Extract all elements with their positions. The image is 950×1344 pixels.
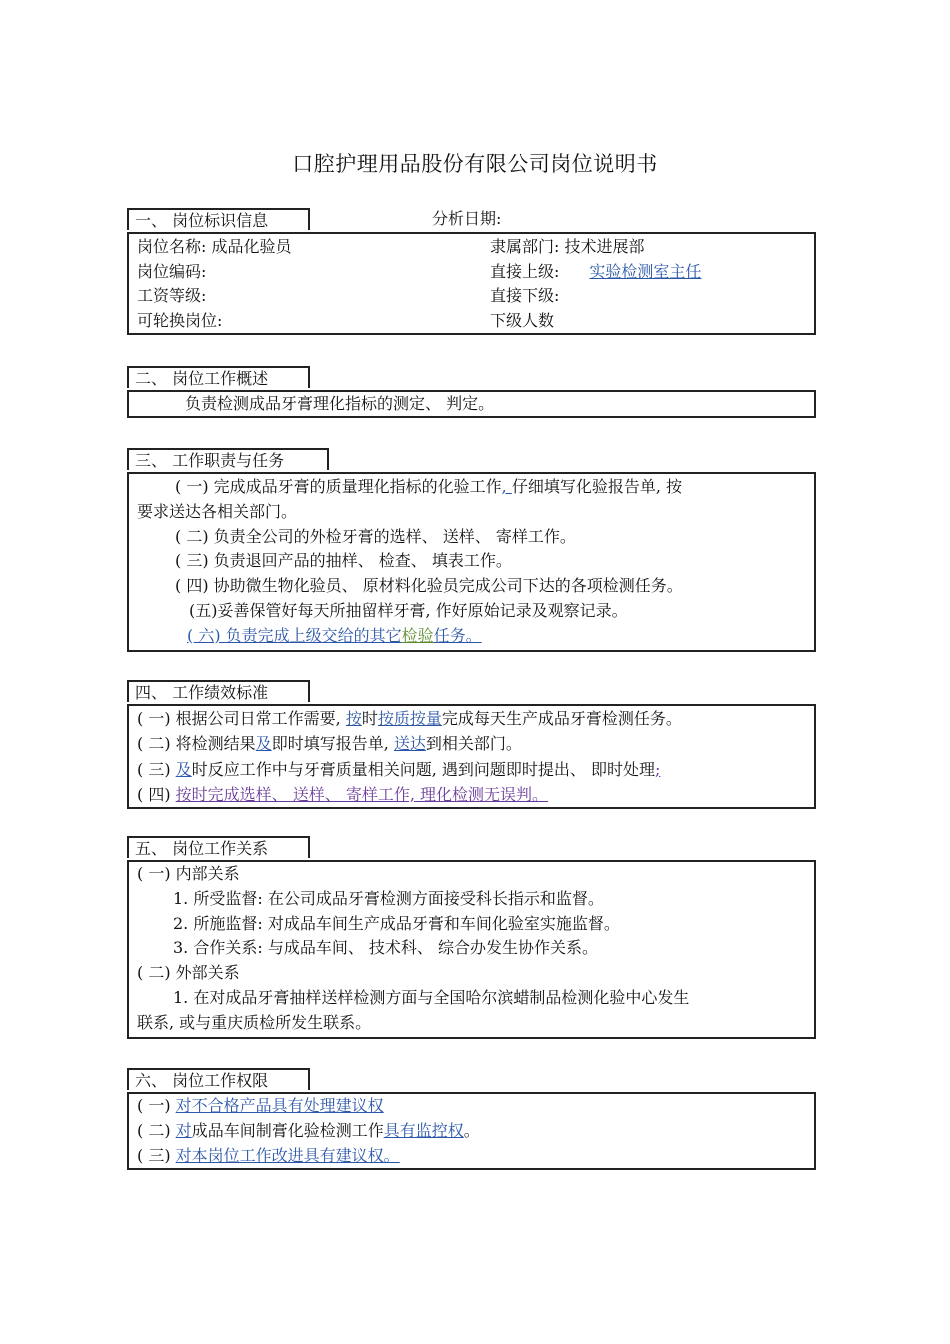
overview-text: 负责检测成品牙膏理化指标的测定、 判定。	[185, 394, 495, 413]
analysis-date-label: 分析日期:	[432, 209, 502, 228]
page-title: 口腔护理用品股份有限公司岗位说明书	[292, 152, 658, 176]
performance-4: ( 四) 按时完成选样、 送样、 寄样工作, 理化检测无误判。	[137, 784, 549, 804]
duty-2: ( 二) 负责全公司的外检牙膏的选样、 送样、 寄样工作。	[175, 526, 576, 546]
relation-cooperation: 3. 合作关系: 与成品车间、 技术科、 综合办发生协作关系。	[173, 938, 599, 958]
section-5-label: 五、 岗位工作关系	[127, 836, 310, 858]
authority-3: ( 三) 对本岗位工作改进具有建议权。	[137, 1145, 400, 1165]
relation-external-1: 1. 在对成品牙膏抽样送样检测方面与全国哈尔滨蜡制品检测化验中心发生	[173, 987, 690, 1007]
direct-superior-link[interactable]: 实验检测室主任	[589, 261, 702, 281]
performance-box	[127, 704, 816, 809]
duty-3: ( 三) 负责退回产品的抽样、 检查、 填表工作。	[175, 551, 512, 571]
section-4-label: 四、 工作绩效标准	[127, 680, 310, 702]
section-1-label: 一、 岗位标识信息	[127, 208, 310, 230]
info-row	[137, 309, 806, 334]
section-authority	[127, 1068, 816, 1170]
duty-5: (五)妥善保管好每天所抽留样牙膏, 作好原始记录及观察记录。	[189, 600, 628, 620]
duties-box	[127, 472, 816, 652]
department: 隶属部门: 技术进展部	[490, 237, 645, 256]
duty-1-cont: 要求送达各相关部门。	[137, 501, 298, 521]
authority-2: ( 二) 对成品车间制膏化验检测工作具有监控权。	[137, 1120, 480, 1140]
duty-1: ( 一) 完成成品牙膏的质量理化指标的化验工作, 仔细填写化验报告单, 按	[175, 477, 683, 496]
subordinate-count: 下级人数	[490, 310, 555, 330]
identification-box	[127, 232, 816, 335]
relation-external-1-cont: 联系, 或与重庆质检所发生联系。	[137, 1012, 372, 1032]
section-duties	[127, 448, 816, 652]
performance-1: ( 一) 根据公司日常工作需要, 按时按质按量完成每天生产成品牙膏检测任务。	[137, 709, 682, 728]
info-row	[137, 235, 806, 260]
relation-supervising: 2. 所施监督: 对成品车间生产成品牙膏和车间化验室实施监督。	[173, 913, 620, 933]
relations-box	[127, 860, 816, 1039]
section-2-label: 二、 岗位工作概述	[127, 366, 310, 388]
info-row	[137, 260, 806, 285]
overview-box	[127, 390, 816, 418]
relation-internal: ( 一) 内部关系	[137, 864, 240, 883]
performance-3: ( 三) 及时反应工作中与牙膏质量相关问题, 遇到问题即时提出、 即时处理;	[137, 759, 661, 779]
section-6-label: 六、 岗位工作权限	[127, 1068, 310, 1090]
position-code: 岗位编码:	[137, 261, 207, 281]
section-performance	[127, 680, 816, 809]
section-3-label: 三、 工作职责与任务	[127, 448, 329, 470]
relation-external: ( 二) 外部关系	[137, 963, 240, 983]
section-identification	[127, 208, 816, 335]
duty-4: ( 四) 协助微生物化验员、 原材料化验员完成公司下达的各项检测任务。	[175, 576, 683, 596]
performance-2: ( 二) 将检测结果及即时填写报告单, 送达到相关部门。	[137, 734, 522, 754]
position-name: 岗位名称: 成品化验员	[137, 237, 292, 256]
section-overview	[127, 366, 816, 418]
info-row	[137, 284, 806, 309]
salary-grade: 工资等级:	[137, 286, 207, 305]
direct-superior-label: 直接上级:	[490, 261, 560, 281]
relation-supervised: 1. 所受监督: 在公司成品牙膏检测方面接受科长指示和监督。	[173, 888, 604, 908]
authority-1: ( 一) 对不合格产品具有处理建议权	[137, 1096, 384, 1115]
rotatable-position: 可轮换岗位:	[137, 310, 223, 330]
section-relations	[127, 836, 816, 1039]
direct-subordinate: 直接下级:	[490, 286, 560, 305]
authority-box	[127, 1092, 816, 1170]
duty-6: ( 六) 负责完成上级交给的其它检验任务。	[187, 625, 482, 645]
